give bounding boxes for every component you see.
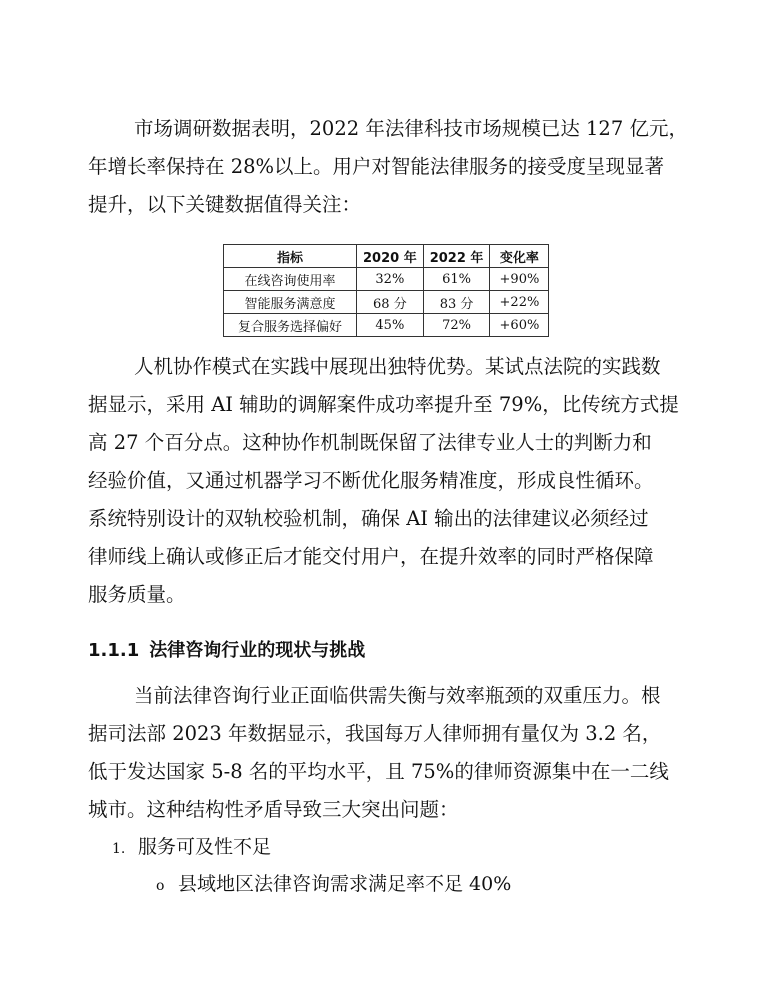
table-row	[224, 268, 549, 291]
paragraph-line: 提升，以下关键数据值得关注：	[88, 193, 362, 216]
paragraph-line: 年增长率保持在 28%以上。用户对智能法律服务的接受度呈现显著	[88, 155, 665, 178]
table-cell: 83 分	[423, 291, 490, 314]
table-cell: 复合服务选择偏好	[224, 314, 357, 337]
paragraph-line: 经验价值，又通过机器学习不断优化服务精准度，形成良性循环。	[88, 469, 654, 492]
table-cell: 在线咨询使用率	[224, 268, 357, 291]
list-item-text: 服务可及性不足	[138, 836, 272, 858]
table-cell: 智能服务满意度	[224, 291, 357, 314]
table-cell: 61%	[423, 268, 490, 291]
table-header-row	[224, 245, 549, 268]
sub-list-item-text: 县域地区法律咨询需求满足率不足 40%	[178, 873, 512, 895]
collaboration-paragraph	[88, 348, 688, 614]
table-header-cell: 2022 年	[423, 245, 490, 268]
paragraph-line: 人机协作模式在实践中展现出独特优势。某试点法院的实践数	[134, 355, 661, 378]
table-row	[224, 291, 549, 314]
paragraph-line: 律师线上确认或修正后才能交付用户，在提升效率的同时严格保障	[88, 545, 654, 568]
table-header-cell: 指标	[224, 245, 357, 268]
paragraph-line: 城市。这种结构性矛盾导致三大突出问题：	[88, 798, 459, 821]
list-item	[112, 829, 271, 867]
table-cell: 32%	[357, 268, 424, 291]
data-table	[223, 244, 549, 337]
table-cell: 72%	[423, 314, 490, 337]
circle-bullet-icon: o	[156, 878, 165, 894]
section-heading	[88, 636, 365, 666]
table-cell: 45%	[357, 314, 424, 337]
paragraph-line: 据司法部 2023 年数据显示，我国每万人律师拥有量仅为 3.2 名，	[88, 722, 662, 745]
table-header-cell: 变化率	[490, 245, 549, 268]
paragraph-line: 当前法律咨询行业正面临供需失衡与效率瓶颈的双重压力。根	[134, 684, 661, 707]
paragraph-line: 低于发达国家 5-8 名的平均水平，且 75%的律师资源集中在一二线	[88, 760, 669, 783]
section-number: 1.1.1	[88, 640, 140, 661]
sub-list-item	[156, 866, 511, 904]
data-table-container	[223, 244, 549, 337]
status-paragraph	[88, 677, 688, 829]
table-cell: +22%	[490, 291, 549, 314]
table-cell: +60%	[490, 314, 549, 337]
section-title: 法律咨询行业的现状与挑战	[149, 640, 366, 661]
paragraph-line: 据显示，采用 AI 辅助的调解案件成功率提升至 79%，比传统方式提	[88, 393, 679, 416]
paragraph-line: 市场调研数据表明，2022 年法律科技市场规模已达 127 亿元，	[134, 117, 688, 140]
table-header-cell: 2020 年	[357, 245, 424, 268]
paragraph-line: 服务质量。	[88, 583, 186, 606]
intro-paragraph	[88, 110, 688, 224]
paragraph-line: 系统特别设计的双轨校验机制，确保 AI 输出的法律建议必须经过	[88, 507, 649, 530]
paragraph-line: 高 27 个百分点。这种协作机制既保留了法律专业人士的判断力和	[88, 431, 652, 454]
list-number: 1.	[112, 841, 126, 857]
table-row	[224, 314, 549, 337]
table-cell: 68 分	[357, 291, 424, 314]
table-cell: +90%	[490, 268, 549, 291]
